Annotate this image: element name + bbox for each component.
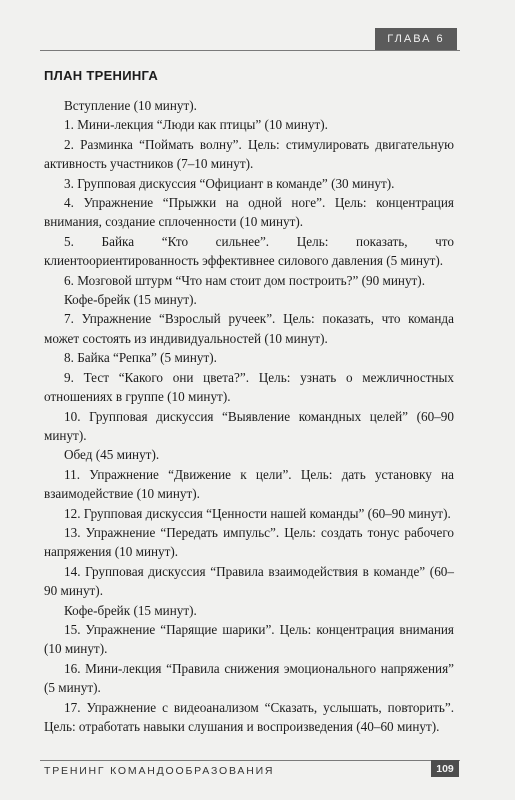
plan-item: 10. Групповая дискуссия “Выявление командных целей” (60–90 минут). [44,408,454,443]
plan-item: 16. Мини-лекция “Правила снижения эмоционального напряжения” (5 минут). [44,660,454,696]
plan-item: 15. Упражнение “Парящие шарики”. Цель: концентрация внимания (10 минут). [44,621,454,657]
plan-item: 7. Упражнение “Взрослый ручеек”. Цель: показать, что команда может состоять из индивидуальностей (10 минут). [44,311,454,346]
plan-item: 13. Упражнение “Передать импульс”. Цель: создать тонус рабочего напряжения (10 минут). [44,524,454,560]
plan-item: 12. Групповая дискуссия “Ценности нашей команды” (60–90 минут). [64,505,451,521]
plan-item: 11. Упражнение “Движение к цели”. Цель: дать установку на взаимодействие (10 минут). [44,466,454,502]
page-number: 109 [431,760,459,777]
header-divider [40,50,460,51]
plan-item: 2. Разминка “Поймать волну”. Цель: стимулировать двигательную активность участников (7–10 минут). [44,136,454,172]
training-plan-list [44,96,454,736]
plan-item: Кофе-брейк (15 минут). [64,292,197,308]
plan-item: 5. Байка “Кто сильнее”. Цель: показать, что клиентоориентированность эффективнее силового давления (5 минут). [44,233,454,269]
plan-item: 4. Упражнение “Прыжки на одной ноге”. Цель: концентрация внимания, создание сплоченности (10 минут). [44,195,454,230]
footer-divider [40,760,460,761]
plan-item: 6. Мозговой штурм “Что нам стоит дом построить?” (90 минут). [64,272,425,288]
chapter-label: ГЛАВА 6 [375,28,457,50]
plan-item: Вступление (10 минут). [64,98,197,113]
plan-item: 9. Тест “Какого они цвета?”. Цель: узнать о межличностных отношениях в группе (10 минут). [44,369,454,405]
plan-item: 3. Групповая дискуссия “Официант в команде” (30 минут). [64,175,395,191]
running-footer-title: ТРЕНИНГ КОМАНДООБРАЗОВАНИЯ [44,765,275,777]
plan-item: Обед (45 минут). [64,447,160,463]
plan-item: 14. Групповая дискуссия “Правила взаимодействия в команде” (60–90 минут). [44,563,454,599]
section-title: ПЛАН ТРЕНИНГА [44,68,159,83]
plan-item: 1. Мини-лекция “Люди как птицы” (10 минут). [64,117,328,133]
plan-item: 17. Упражнение с видеоанализом “Сказать, услышать, повторить”. Цель: отработать навыки слушания и воспроизведения (40–60 минут). [44,699,454,734]
plan-item: 8. Байка “Репка” (5 минут). [64,350,217,366]
plan-item: Кофе-брейк (15 минут). [64,602,197,618]
